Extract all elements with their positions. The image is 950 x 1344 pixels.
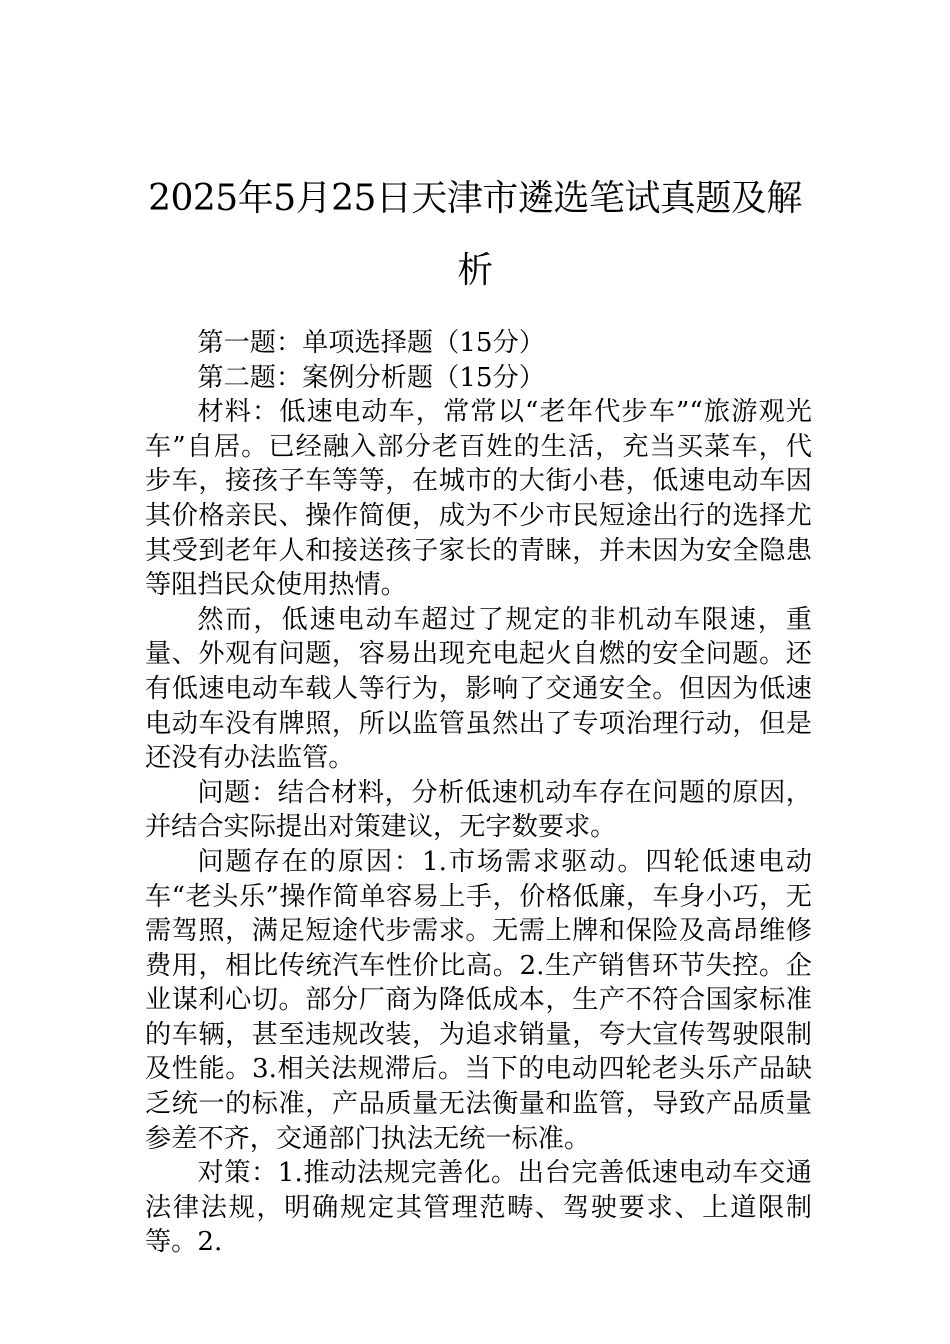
document-title: 2025年5月25日天津市遴选笔试真题及解析 [148,178,802,291]
paragraph-however: 然而，低速电动车超过了规定的非机动车限速，重量、外观有问题，容易出现充电起火自燃的安全问题。还有低速电动车载人等行为，影响了交通安全。但因为低速电动车没有牌照，所以监管虽然出了专项治理行动，但是还没有办法监管。 [145,604,812,774]
document-body [145,326,812,1260]
paragraph-material: 材料：低速电动车，常常以“老年代步车”“旅游观光车”自居。已经融入部分老百姓的生活，充当买菜车，代步车，接孩子车等等，在城市的大街小巷，低速电动车因其价格亲民、操作简便，成为不少市民短途出行的选择尤其受到老年人和接送孩子家长的青睐，并未因为安全隐患等阻挡民众使用热情。 [145,397,812,601]
paragraph-causes: 问题存在的原因：1.市场需求驱动。四轮低速电动车“老头乐”操作简单容易上手，价格低廉，车身小巧，无需驾照，满足短途代步需求。无需上牌和保险及高昂维修费用，相比传统汽车性价比高。2.生产销售环节失控。企业谋利心切。部分厂商为降低成本，生产不符合国家标准的车辆，甚至违规改装，为追求销量，夸大宣传驾驶限制及性能。3.相关法规滞后。当下的电动四轮老头乐产品缺乏统一的标准，产品质量无法衡量和监管，导致产品质量参差不齐，交通部门执法无统一标准。 [145,846,812,1154]
paragraph-question: 问题：结合材料，分析低速机动车存在问题的原因，并结合实际提出对策建议，无字数要求。 [145,777,812,843]
paragraph-countermeasures: 对策：1.推动法规完善化。出台完善低速电动车交通法律法规，明确规定其管理范畴、驾驶要求、上道限制等。2. [145,1158,812,1258]
paragraph-question-one: 第一题：单项选择题（15分） [197,328,545,358]
paragraph-question-two: 第二题：案例分析题（15分） [197,362,545,393]
